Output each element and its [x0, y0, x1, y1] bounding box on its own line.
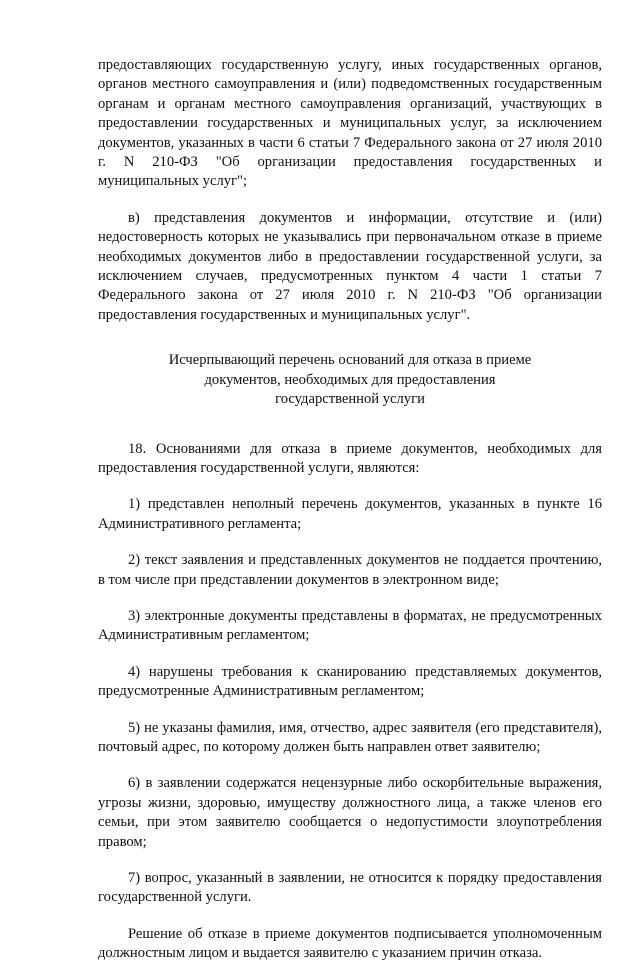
list-item-2: 2) текст заявления и представленных документов не поддается прочтению, в том числе при представлении документов в электронном виде;	[98, 552, 602, 588]
list-item-6: 6) в заявлении содержатся нецензурные либо оскорбительные выражения, угрозы жизни, здоровью, имуществу должностного лица, а также членов его семьи, при этом заявителю сообщается о недопустимости злоупотребления правом;	[98, 775, 602, 850]
section-heading	[98, 351, 602, 409]
list-item-1: 1) представлен неполный перечень документов, указанных в пункте 16 Административного регламента;	[98, 496, 602, 532]
list-item-4: 4) нарушены требования к сканированию представляемых документов, предусмотренные Административным регламентом;	[98, 663, 602, 700]
list-item-3: 3) электронные документы представлены в форматах, не предусмотренных Административным регламентом;	[98, 607, 602, 644]
section-heading-line-2: документов, необходимых для предоставления	[204, 371, 496, 388]
list-item-7: 7) вопрос, указанный в заявлении, не относится к порядку предоставления государственной услуги.	[98, 870, 602, 906]
document-body	[98, 56, 602, 964]
closing-paragraph: Решение об отказе в приеме документов подписывается уполномоченным должностным лицом и выдается заявителю с указанием причин отказа.	[98, 925, 602, 962]
paragraph-18: 18. Основаниями для отказа в приеме документов, необходимых для предоставления государственной услуги, являются:	[98, 440, 602, 476]
intro-paragraph: предоставляющих государственную услугу, иных государственных органов, органов местного самоуправления и (или) подведомственных государственным органам и органам местного самоуправления организаций, участвующих в предоставлении государственных и муниципальных услуг, за исключением документов, указанных в части 6 статьи 7 Федерального закона от 27 июля 2010 г. N 210-ФЗ "Об организации предоставления государственных и муниципальных услуг";	[98, 57, 602, 190]
section-heading-line-3: государственной услуги	[275, 391, 425, 408]
list-item-5: 5) не указаны фамилия, имя, отчество, адрес заявителя (его представителя), почтовый адрес, по которому должен быть направлен ответ заявителю;	[98, 719, 602, 755]
paragraph-item-v: в) представления документов и информации, отсутствие и (или) недостоверность которых не указывались при первоначальном отказе в приеме необходимых документов либо в предоставлении государственной услуги, за исключением случаев, предусмотренных пунктом 4 части 1 статьи 7 Федерального закона от 27 июля 2010 г. N 210-ФЗ "Об организации предоставления государственных и муниципальных услуг".	[98, 209, 602, 323]
section-heading-line-1: Исчерпывающий перечень оснований для отказа в приеме	[168, 352, 532, 369]
